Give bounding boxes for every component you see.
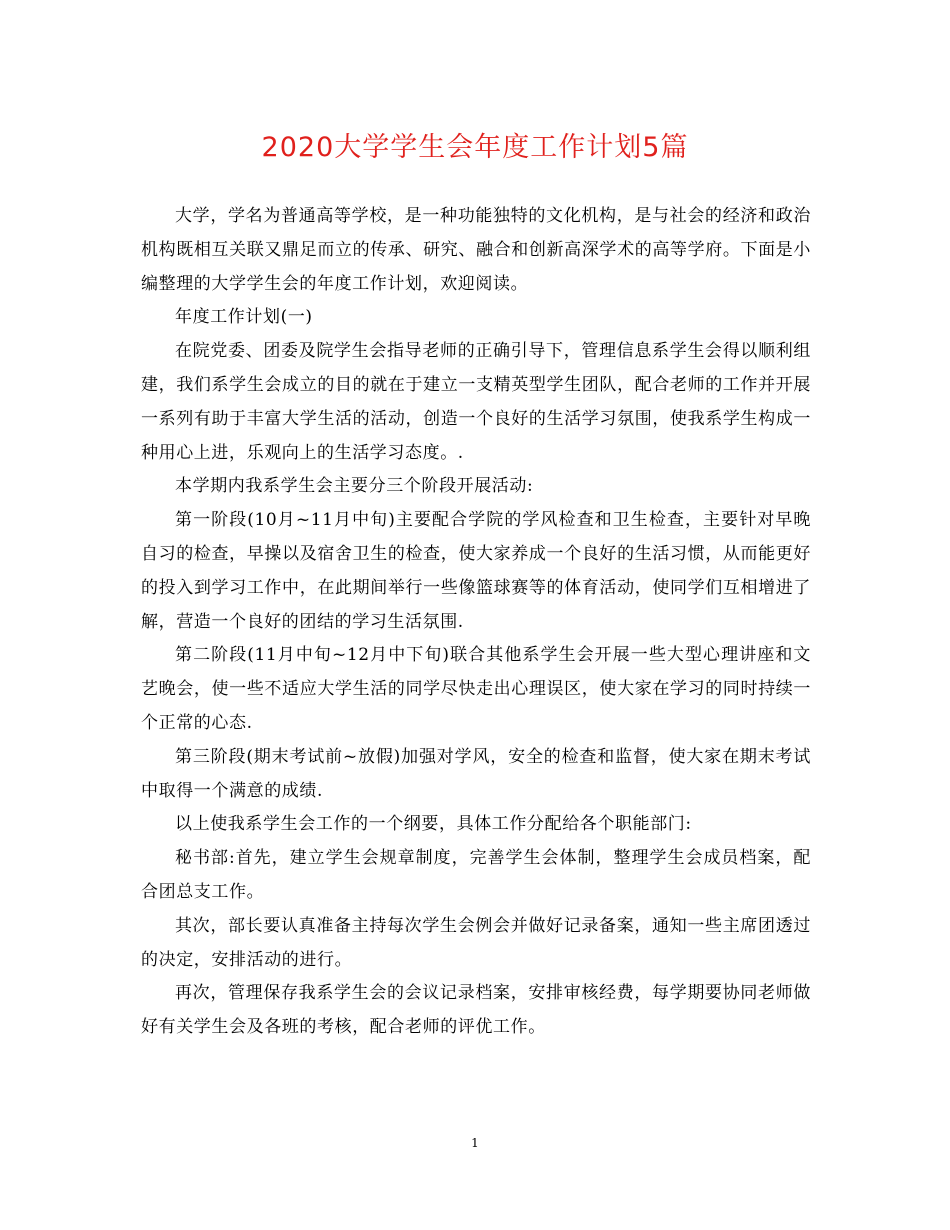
document-title: 2020大学学生会年度工作计划5篇 bbox=[261, 132, 689, 163]
paragraph-stages-intro: 本学期内我系学生会主要分三个阶段开展活动: bbox=[175, 476, 534, 497]
page-number: 1 bbox=[471, 1136, 479, 1150]
document-body bbox=[141, 200, 811, 1045]
paragraph-thirdly: 再次，管理保存我系学生会的会议记录档案，安排审核经费，每学期要协同老师做好有关学生会及各班的考核，配合老师的评优工作。 bbox=[141, 983, 811, 1038]
paragraph-intro: 大学，学名为普通高等学校，是一种功能独特的文化机构，是与社会的经济和政治机构既相互关联又鼎足而立的传承、研究、融合和创新高深学术的高等学府。下面是小编整理的大学学生会的年度工作计划，欢迎阅读。 bbox=[141, 206, 811, 294]
paragraph-outline: 以上使我系学生会工作的一个纲要，具体工作分配给各个职能部门: bbox=[175, 814, 692, 835]
paragraph-stage-two: 第二阶段(11月中旬~12月中下旬)联合其他系学生会开展一些大型心理讲座和文艺晚会，使一些不适应大学生活的同学尽快走出心理误区，使大家在学习的同时持续一个正常的心态. bbox=[141, 645, 811, 733]
paragraph-stage-three: 第三阶段(期末考试前~放假)加强对学风，安全的检查和监督，使大家在期末考试中取得一个满意的成绩. bbox=[141, 746, 811, 801]
paragraph-secondly: 其次，部长要认真准备主持每次学生会例会并做好记录备案，通知一些主席团透过的决定，安排活动的进行。 bbox=[141, 915, 811, 970]
paragraph-stage-one: 第一阶段(10月~11月中旬)主要配合学院的学风检查和卫生检查，主要针对早晚自习的检查，早操以及宿舍卫生的检查，使大家养成一个良好的生活习惯，从而能更好的投入到学习工作中，在此期间举行一些像篮球赛等的体育活动，使同学们互相增进了解，营造一个良好的团结的学习生活氛围. bbox=[141, 510, 811, 632]
paragraph-section-heading: 年度工作计划(一) bbox=[175, 307, 313, 328]
paragraph-secretariat: 秘书部:首先，建立学生会规章制度，完善学生会体制，整理学生会成员档案，配合团总支工作。 bbox=[141, 848, 811, 902]
paragraph-background: 在院党委、团委及院学生会指导老师的正确引导下，管理信息系学生会得以顺利组建，我们系学生会成立的目的就在于建立一支精英型学生团队，配合老师的工作并开展一系列有助于丰富大学生活的活动，创造一个良好的生活学习氛围，使我系学生构成一种用心上进，乐观向上的生活学习态度。. bbox=[141, 341, 811, 463]
